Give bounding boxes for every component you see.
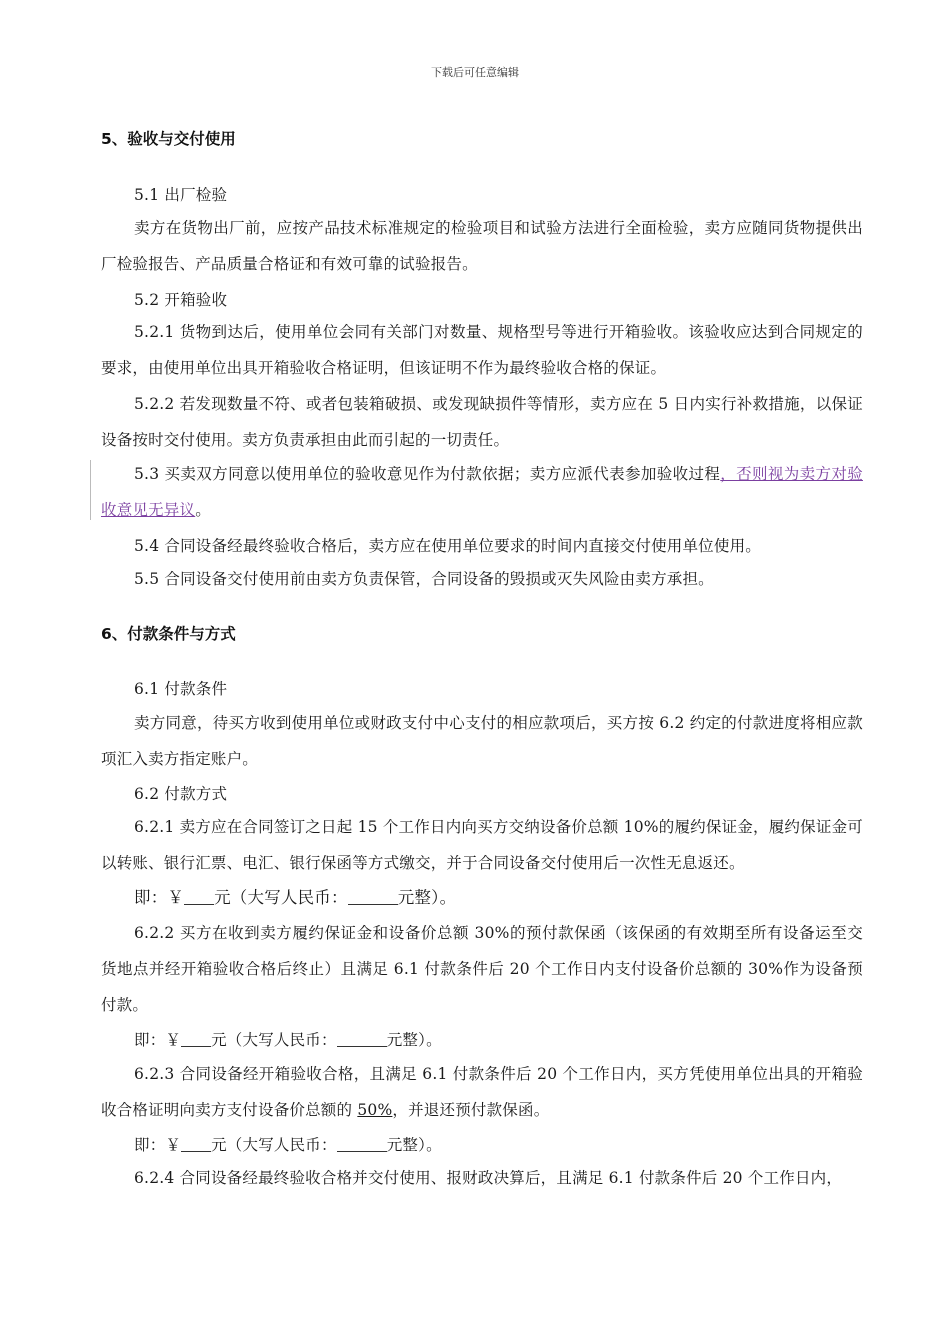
- section-5-heading: 5、验收与交付使用: [101, 130, 236, 148]
- clause-5-2-2: 5.2.2 若发现数量不符、或者包装箱破损、或发现缺损件等情形，卖方应在 5 日内实行补救措施，以保证设备按时交付使用。卖方负责承担由此而引起的一切责任。: [101, 395, 863, 449]
- amount-words-blank: [348, 888, 398, 906]
- amount-line-1: [101, 880, 863, 916]
- section-6-heading: 6、付款条件与方式: [101, 625, 236, 643]
- amount-mid: 元（大写人民币：: [211, 1031, 337, 1049]
- clause-6-2-3-a: 6.2.3 合同设备经开箱验收合格，且满足 6.1 付款条件后 20 个工作日内，买方凭使用单位出具的开箱验收合格证明向卖方支付设备价总额的: [101, 1065, 863, 1119]
- clause-5-2-title: 5.2 开箱验收: [134, 291, 228, 309]
- clause-6-2-2: 6.2.2 买方在收到卖方履约保证金和设备价总额 30%的预付款保函（该保函的有效期至所有设备运至交货地点并经开箱验收合格后终止）且满足 6.1 付款条件后 20 个工作日内支付设备价总额的 30%作为设备预付款。: [101, 924, 863, 1014]
- page-header: 下载后可任意编辑: [431, 66, 519, 79]
- amount-line-2: [101, 1022, 863, 1058]
- amount-prefix: 即：￥: [134, 1136, 182, 1154]
- amount-blank: [181, 1136, 211, 1153]
- clause-6-1-title: 6.1 付款条件: [134, 680, 228, 698]
- amount-blank: [181, 1031, 211, 1048]
- clause-5-3-end: 。: [195, 501, 211, 519]
- clause-5-3-main: 5.3 买卖双方同意以使用单位的验收意见作为付款依据；卖方应派代表参加验收过程: [134, 465, 721, 483]
- clause-5-3: [101, 456, 863, 528]
- clause-6-2-1: 6.2.1 卖方应在合同签订之日起 15 个工作日内向买方交纳设备价总额 10%的履约保证金，履约保证金可以转账、银行汇票、电汇、银行保函等方式缴交，并于合同设备交付使用后一次性无息返还。: [101, 818, 863, 872]
- amount-prefix: 即：￥: [134, 888, 185, 907]
- amount-words-blank: [337, 1031, 387, 1048]
- clause-5-3-revision: ，否则视为卖方对验收意见无异议: [101, 465, 863, 519]
- revision-margin-line: [90, 460, 91, 520]
- amount-prefix: 即：￥: [134, 1031, 182, 1049]
- clause-5-2-1: 5.2.1 货物到达后，使用单位会同有关部门对数量、规格型号等进行开箱验收。该验收应达到合同规定的要求，由使用单位出具开箱验收合格证明，但该证明不作为最终验收合格的保证。: [101, 323, 863, 377]
- clause-5-5: 5.5 合同设备交付使用前由卖方负责保管，合同设备的毁损或灭失风险由卖方承担。: [134, 570, 714, 588]
- amount-words-blank: [337, 1136, 387, 1153]
- clause-6-2-3-b: ，并退还预付款保函。: [392, 1101, 550, 1119]
- clause-6-2-title: 6.2 付款方式: [134, 785, 228, 803]
- clause-5-1-title: 5.1 出厂检验: [134, 186, 228, 204]
- amount-suffix: 元整）。: [386, 1031, 442, 1049]
- clause-6-2-3: [101, 1056, 863, 1128]
- amount-mid: 元（大写人民币：: [211, 1136, 337, 1154]
- amount-suffix: 元整）。: [386, 1136, 442, 1154]
- clause-6-2-4: 6.2.4 合同设备经最终验收合格并交付使用、报财政决算后，且满足 6.1 付款条件后 20 个工作日内，: [134, 1169, 843, 1187]
- clause-5-4: 5.4 合同设备经最终验收合格后，卖方应在使用单位要求的时间内直接交付使用单位使用。: [134, 537, 761, 555]
- amount-line-3: [101, 1127, 863, 1163]
- amount-blank: [184, 888, 214, 906]
- clause-5-1-body: 卖方在货物出厂前，应按产品技术标准规定的检验项目和试验方法进行全面检验，卖方应随同货物提供出厂检验报告、产品质量合格证和有效可靠的试验报告。: [101, 219, 863, 273]
- clause-6-2-3-pct: 50%: [357, 1101, 393, 1119]
- clause-6-1-body: 卖方同意，待买方收到使用单位或财政支付中心支付的相应款项后，买方按 6.2 约定的付款进度将相应款项汇入卖方指定账户。: [101, 714, 863, 768]
- amount-mid: 元（大写人民币：: [214, 888, 348, 907]
- amount-suffix: 元整）。: [397, 888, 457, 907]
